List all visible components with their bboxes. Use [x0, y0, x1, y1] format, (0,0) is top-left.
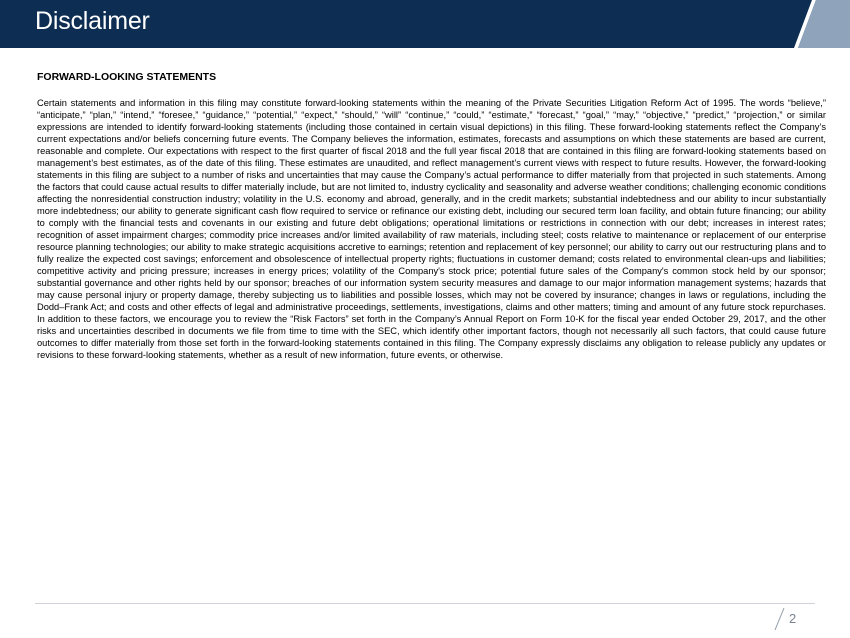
header-corner-decoration — [790, 0, 850, 48]
section-heading: FORWARD-LOOKING STATEMENTS — [37, 71, 217, 83]
disclaimer-body: Certain statements and information in this filing may constitute forward-looking statements within the meaning of the Private Securities Litigation Reform Act of 1995. The words “believe,” “anticipate,” “plan,” “intend,” “foresee,” “guidance,” “potential,” “expect,” “should,” “will” “continue,” “could,” “estimate,” “forecast,” “goal,” “may,” “objective,” “predict,” “projection,” or similar expressions are intended to identify forward-looking statements (including those contained in certain visual depictions) in this filing. These forward-looking statements reflect the Company’s current expectations and/or beliefs concerning future events. The Company believes the information, estimates, forecasts and assumptions on which these statements are based are current, reasonable and complete. Our expectations with respect to the first quarter of fiscal 2018 and the full year fiscal 2018 that are contained in this filing are forward-looking statements based on management’s best estimates, as of the date of this filing. These estimates are unaudited, and reflect management’s current views with respect to future results. However, the forward-looking statements in this filing are subject to a number of risks and uncertainties that may cause the Company’s actual performance to differ materially from that projected in such statements. Among the factors that could cause actual results to differ materially include, but are not limited to, industry cyclicality and seasonality and adverse weather conditions; challenging economic conditions affecting the nonresidential construction industry; volatility in the U.S. economy and abroad, generally, and in the credit markets; substantial indebtedness and our ability to incur substantially more indebtedness; our ability to generate significant cash flow required to service or refinance our existing debt, including our secured term loan facility, and obtain future financing; our ability to comply with the financial tests and covenants in our existing and future debt obligations; operational limitations or restrictions in connection with our debt; increases in interest rates; recognition of asset impairment charges; commodity price increases and/or limited availability of raw materials, including steel; costs relative to maintenance or replacement of our enterprise resource planning technologies; our ability to make strategic acquisitions accretive to earnings; retention and replacement of key personnel; our ability to carry out our restructuring plans and to fully realize the expected cost savings; enforcement and obsolescence of intellectual property rights; fluctuations in customer demand; costs related to environmental clean-ups and liabilities; competitive activity and pricing pressure; increases in energy prices; volatility of the Company's stock price; potential future sales of the Company's common stock held by our sponsor; substantial governance and other rights held by our sponsor; breaches of our information system security measures and damage to our major information management systems; hazards that may cause personal injury or property damage, thereby subjecting us to liabilities and possible losses, which may not be covered by insurance; changes in laws or regulations, including the Dodd–Frank Act; and costs and other effects of legal and administrative proceedings, settlements, investigations, claims and other matters; timing and amount of any future stock repurchases. In addition to these factors, we encourage you to review the “Risk Factors” set forth in the Company’s Annual Report on Form 10-K for the fiscal year ended October 29, 2017, and the other risks and uncertainties described in documents we file from time to time with the SEC, which identify other important factors, though not necessarily all such factors, that could cause future outcomes to differ materially from those set forth in the forward-looking statements contained in this filing. The Company expressly disclaims any obligation to release publicly any updates or revisions to these forward-looking statements, whether as a result of new information, future events, or otherwise. — [37, 98, 826, 360]
page-slash-decoration — [772, 607, 786, 631]
header-bar — [0, 0, 850, 48]
page-number: 2 — [789, 611, 797, 626]
page-title: Disclaimer — [35, 7, 150, 35]
footer-divider — [35, 603, 815, 604]
